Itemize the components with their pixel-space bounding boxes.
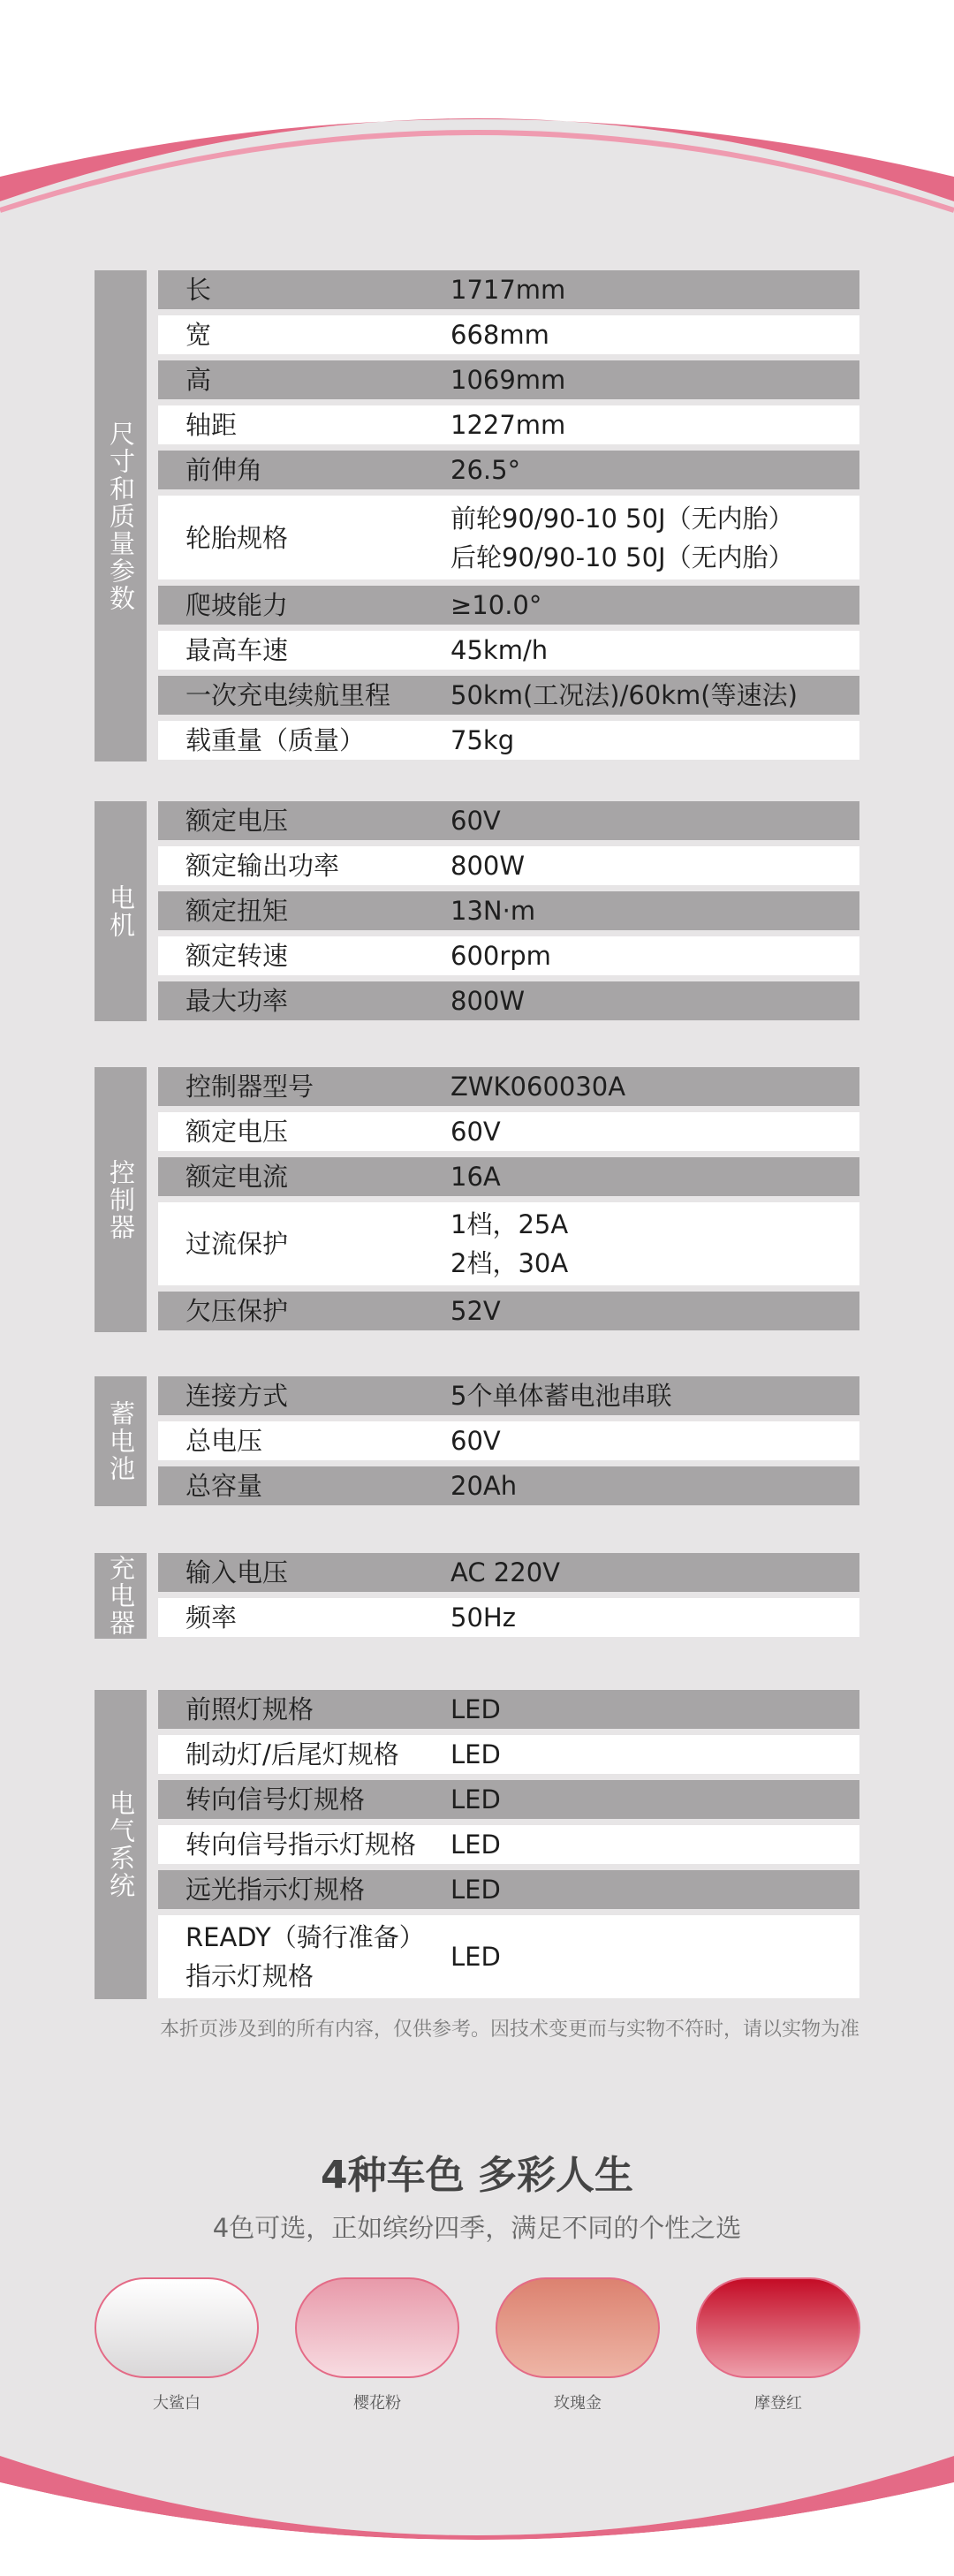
spec-value-line: LED xyxy=(450,1694,501,1724)
group-label-text: 电气系统 xyxy=(106,1790,136,1899)
spec-value-line: 1717mm xyxy=(450,275,566,305)
spec-value xyxy=(450,1780,859,1819)
spec-key xyxy=(158,1918,450,1996)
color-swatch-label: 摩登红 xyxy=(754,2394,802,2413)
spec-key-line: 转向信号灯规格 xyxy=(186,1784,366,1815)
spec-value-line: LED xyxy=(450,1830,501,1860)
color-swatch-label: 大鲨白 xyxy=(153,2394,201,2413)
spec-key-line: 额定转速 xyxy=(186,941,289,971)
spec-key xyxy=(158,1735,450,1774)
spec-group-motor xyxy=(95,801,859,1021)
group-label xyxy=(95,801,147,1021)
spec-value xyxy=(450,1735,859,1774)
spec-value-line: 20Ah xyxy=(450,1471,518,1501)
spec-key xyxy=(158,1466,450,1505)
spec-value xyxy=(450,1825,859,1864)
spec-value-line: LED xyxy=(450,1739,501,1769)
spec-value-line: 800W xyxy=(450,986,526,1016)
spec-key xyxy=(158,1376,450,1415)
color-swatch-red[interactable] xyxy=(696,2277,860,2378)
spec-key-line: 载重量（质量） xyxy=(186,725,366,755)
spec-key-line: 额定电压 xyxy=(186,1117,289,1147)
spec-value xyxy=(450,1157,859,1196)
spec-row xyxy=(158,676,859,715)
spec-value xyxy=(450,1598,859,1637)
spec-value-line: 75kg xyxy=(450,725,515,755)
spec-key-line: 输入电压 xyxy=(186,1557,289,1587)
spec-value xyxy=(450,936,859,975)
spec-key xyxy=(158,1157,450,1196)
spec-rows xyxy=(158,1376,859,1506)
spec-value-line: ZWK060030A xyxy=(450,1072,626,1102)
spec-key xyxy=(158,891,450,930)
spec-key-line: 最大功率 xyxy=(186,986,289,1016)
spec-value-line: 800W xyxy=(450,851,526,881)
spec-value xyxy=(450,1112,859,1151)
spec-value-line: 45km/h xyxy=(450,635,549,665)
spec-value xyxy=(450,499,859,577)
spec-row xyxy=(158,360,859,399)
spec-row xyxy=(158,1870,859,1909)
spec-value xyxy=(450,1292,859,1330)
spec-value-line: 50Hz xyxy=(450,1602,516,1633)
spec-value-line: 后轮90/90-10 50J（无内胎） xyxy=(450,542,794,572)
spec-row xyxy=(158,1421,859,1460)
spec-key xyxy=(158,1780,450,1819)
spec-rows xyxy=(158,801,859,1021)
spec-key-line: 远光指示灯规格 xyxy=(186,1875,366,1905)
spec-value-line: 52V xyxy=(450,1296,501,1326)
group-label xyxy=(95,270,147,761)
spec-value-line: 5个单体蓄电池串联 xyxy=(450,1381,672,1411)
spec-key xyxy=(158,846,450,885)
spec-key xyxy=(158,360,450,399)
spec-rows xyxy=(158,1553,859,1639)
group-label xyxy=(95,1690,147,1999)
spec-value xyxy=(450,981,859,1020)
spec-rows xyxy=(158,1067,859,1332)
group-label-text: 控制器 xyxy=(106,1158,136,1241)
spec-rows xyxy=(158,1690,859,1999)
spec-key-line: 连接方式 xyxy=(186,1381,289,1411)
spec-value-line: 60V xyxy=(450,1117,501,1147)
spec-key-line: 宽 xyxy=(186,320,212,350)
spec-value-line: AC 220V xyxy=(450,1557,560,1587)
spec-row xyxy=(158,1376,859,1415)
spec-value xyxy=(450,315,859,354)
spec-value-line: 60V xyxy=(450,806,501,836)
spec-value-line: ≥10.0° xyxy=(450,590,542,620)
spec-row xyxy=(158,1202,859,1285)
spec-key xyxy=(158,1870,450,1909)
spec-row xyxy=(158,586,859,625)
spec-row xyxy=(158,1466,859,1505)
spec-key xyxy=(158,801,450,840)
spec-key xyxy=(158,270,450,309)
spec-value xyxy=(450,405,859,444)
spec-row xyxy=(158,1292,859,1330)
spec-key xyxy=(158,1112,450,1151)
spec-value-line: 50km(工况法)/60km(等速法) xyxy=(450,680,798,710)
spec-value xyxy=(450,631,859,670)
spec-key xyxy=(158,981,450,1020)
group-label-text: 充电器 xyxy=(106,1555,136,1637)
spec-value-line: 16A xyxy=(450,1162,501,1192)
spec-value xyxy=(450,1205,859,1283)
spec-value xyxy=(450,1690,859,1729)
spec-row xyxy=(158,631,859,670)
spec-key-line: 额定输出功率 xyxy=(186,851,340,881)
group-label-text: 蓄电池 xyxy=(106,1400,136,1482)
spec-value xyxy=(450,846,859,885)
spec-row xyxy=(158,270,859,309)
spec-row xyxy=(158,936,859,975)
spec-row xyxy=(158,801,859,840)
spec-value-line: 600rpm xyxy=(450,941,551,971)
spec-value xyxy=(450,451,859,489)
spec-key xyxy=(158,1292,450,1330)
spec-key xyxy=(158,631,450,670)
spec-value-line: 668mm xyxy=(450,320,549,350)
spec-key-line: 控制器型号 xyxy=(186,1072,314,1102)
spec-value xyxy=(450,1937,859,1976)
group-label xyxy=(95,1067,147,1332)
color-swatch-label: 玫瑰金 xyxy=(554,2394,602,2413)
spec-value-line: LED xyxy=(450,1875,501,1905)
spec-row xyxy=(158,891,859,930)
color-swatch-label: 樱花粉 xyxy=(353,2394,401,2413)
spec-key xyxy=(158,936,450,975)
spec-value-line: LED xyxy=(450,1784,501,1815)
spec-key-line: READY（骑行准备） xyxy=(186,1922,425,1952)
spec-value-line: 26.5° xyxy=(450,455,521,485)
spec-key-line: 额定电流 xyxy=(186,1162,289,1192)
spec-key-line: 转向信号指示灯规格 xyxy=(186,1830,417,1860)
spec-key xyxy=(158,1421,450,1460)
group-label xyxy=(95,1376,147,1506)
color-swatch-white[interactable] xyxy=(95,2277,259,2378)
spec-value xyxy=(450,1376,859,1415)
spec-value xyxy=(450,721,859,760)
spec-key-line: 轮胎规格 xyxy=(186,522,289,553)
spec-group-electrical xyxy=(95,1690,859,1999)
disclaimer-note: 本折页涉及到的所有内容，仅供参考。因技术变更而与实物不符时，请以实物为准 xyxy=(159,2019,859,2041)
colors-subtitle: 4色可选，正如缤纷四季，满足不同的个性之选 xyxy=(212,2213,742,2243)
spec-key xyxy=(158,1598,450,1637)
spec-value-line: 前轮90/90-10 50J（无内胎） xyxy=(450,503,794,534)
spec-key-line: 总电压 xyxy=(186,1426,263,1456)
spec-key xyxy=(158,1825,450,1864)
spec-row xyxy=(158,496,859,580)
spec-group-dimensions xyxy=(95,270,859,761)
group-label-text: 尺寸和质量参数 xyxy=(106,420,136,612)
spec-key-line: 高 xyxy=(186,365,212,395)
spec-value xyxy=(450,891,859,930)
spec-row xyxy=(158,315,859,354)
spec-row xyxy=(158,1780,859,1819)
spec-row xyxy=(158,405,859,444)
group-label-text: 电机 xyxy=(106,883,136,939)
spec-key xyxy=(158,519,450,557)
spec-key-line: 前伸角 xyxy=(186,455,263,485)
spec-key-line: 欠压保护 xyxy=(186,1296,289,1326)
spec-key-line: 总容量 xyxy=(186,1471,263,1501)
spec-key xyxy=(158,315,450,354)
spec-row xyxy=(158,846,859,885)
spec-key-line: 最高车速 xyxy=(186,635,289,665)
spec-row xyxy=(158,1690,859,1729)
spec-key xyxy=(158,1690,450,1729)
group-label xyxy=(95,1553,147,1639)
spec-key xyxy=(158,1553,450,1592)
spec-value xyxy=(450,676,859,715)
spec-row xyxy=(158,721,859,760)
spec-key-line: 轴距 xyxy=(186,410,238,440)
spec-key-line: 前照灯规格 xyxy=(186,1694,314,1724)
spec-value xyxy=(450,1870,859,1909)
spec-key-line: 频率 xyxy=(186,1602,238,1633)
spec-key xyxy=(158,1224,450,1263)
spec-row xyxy=(158,1112,859,1151)
spec-key-line: 指示灯规格 xyxy=(186,1961,314,1991)
spec-row xyxy=(158,1067,859,1106)
spec-key-line: 额定扭矩 xyxy=(186,896,289,926)
spec-value-line: 1档，25A xyxy=(450,1209,569,1239)
spec-value xyxy=(450,1466,859,1505)
spec-value xyxy=(450,586,859,625)
spec-value-line: LED xyxy=(450,1942,501,1972)
spec-row xyxy=(158,1598,859,1637)
spec-rows xyxy=(158,270,859,761)
spec-key-line: 过流保护 xyxy=(186,1229,289,1259)
spec-value xyxy=(450,270,859,309)
spec-value xyxy=(450,360,859,399)
spec-row xyxy=(158,1157,859,1196)
spec-key-line: 爬坡能力 xyxy=(186,590,289,620)
spec-key-line: 额定电压 xyxy=(186,806,289,836)
spec-key xyxy=(158,1067,450,1106)
spec-key xyxy=(158,451,450,489)
spec-key xyxy=(158,721,450,760)
spec-group-controller xyxy=(95,1067,859,1332)
spec-key xyxy=(158,405,450,444)
spec-value-line: 13N·m xyxy=(450,896,536,926)
spec-value xyxy=(450,1553,859,1592)
color-swatch-rosegold[interactable] xyxy=(496,2277,660,2378)
spec-row xyxy=(158,451,859,489)
spec-group-charger xyxy=(95,1553,859,1639)
spec-value-line: 1227mm xyxy=(450,410,566,440)
spec-value xyxy=(450,1421,859,1460)
spec-value xyxy=(450,801,859,840)
spec-key-line: 长 xyxy=(186,275,212,305)
spec-value-line: 1069mm xyxy=(450,365,566,395)
spec-row xyxy=(158,1825,859,1864)
color-swatch-pink[interactable] xyxy=(295,2277,459,2378)
spec-key xyxy=(158,676,450,715)
spec-value xyxy=(450,1067,859,1106)
spec-key-line: 一次充电续航里程 xyxy=(186,680,391,710)
spec-key-line: 制动灯/后尾灯规格 xyxy=(186,1739,399,1769)
spec-group-battery xyxy=(95,1376,859,1506)
colors-title: 4种车色 多彩人生 xyxy=(321,2153,633,2198)
spec-row xyxy=(158,1735,859,1774)
spec-key xyxy=(158,586,450,625)
spec-row xyxy=(158,1915,859,1998)
spec-value-line: 60V xyxy=(450,1426,501,1456)
spec-value-line: 2档，30A xyxy=(450,1248,569,1278)
spec-row xyxy=(158,981,859,1020)
spec-row xyxy=(158,1553,859,1592)
